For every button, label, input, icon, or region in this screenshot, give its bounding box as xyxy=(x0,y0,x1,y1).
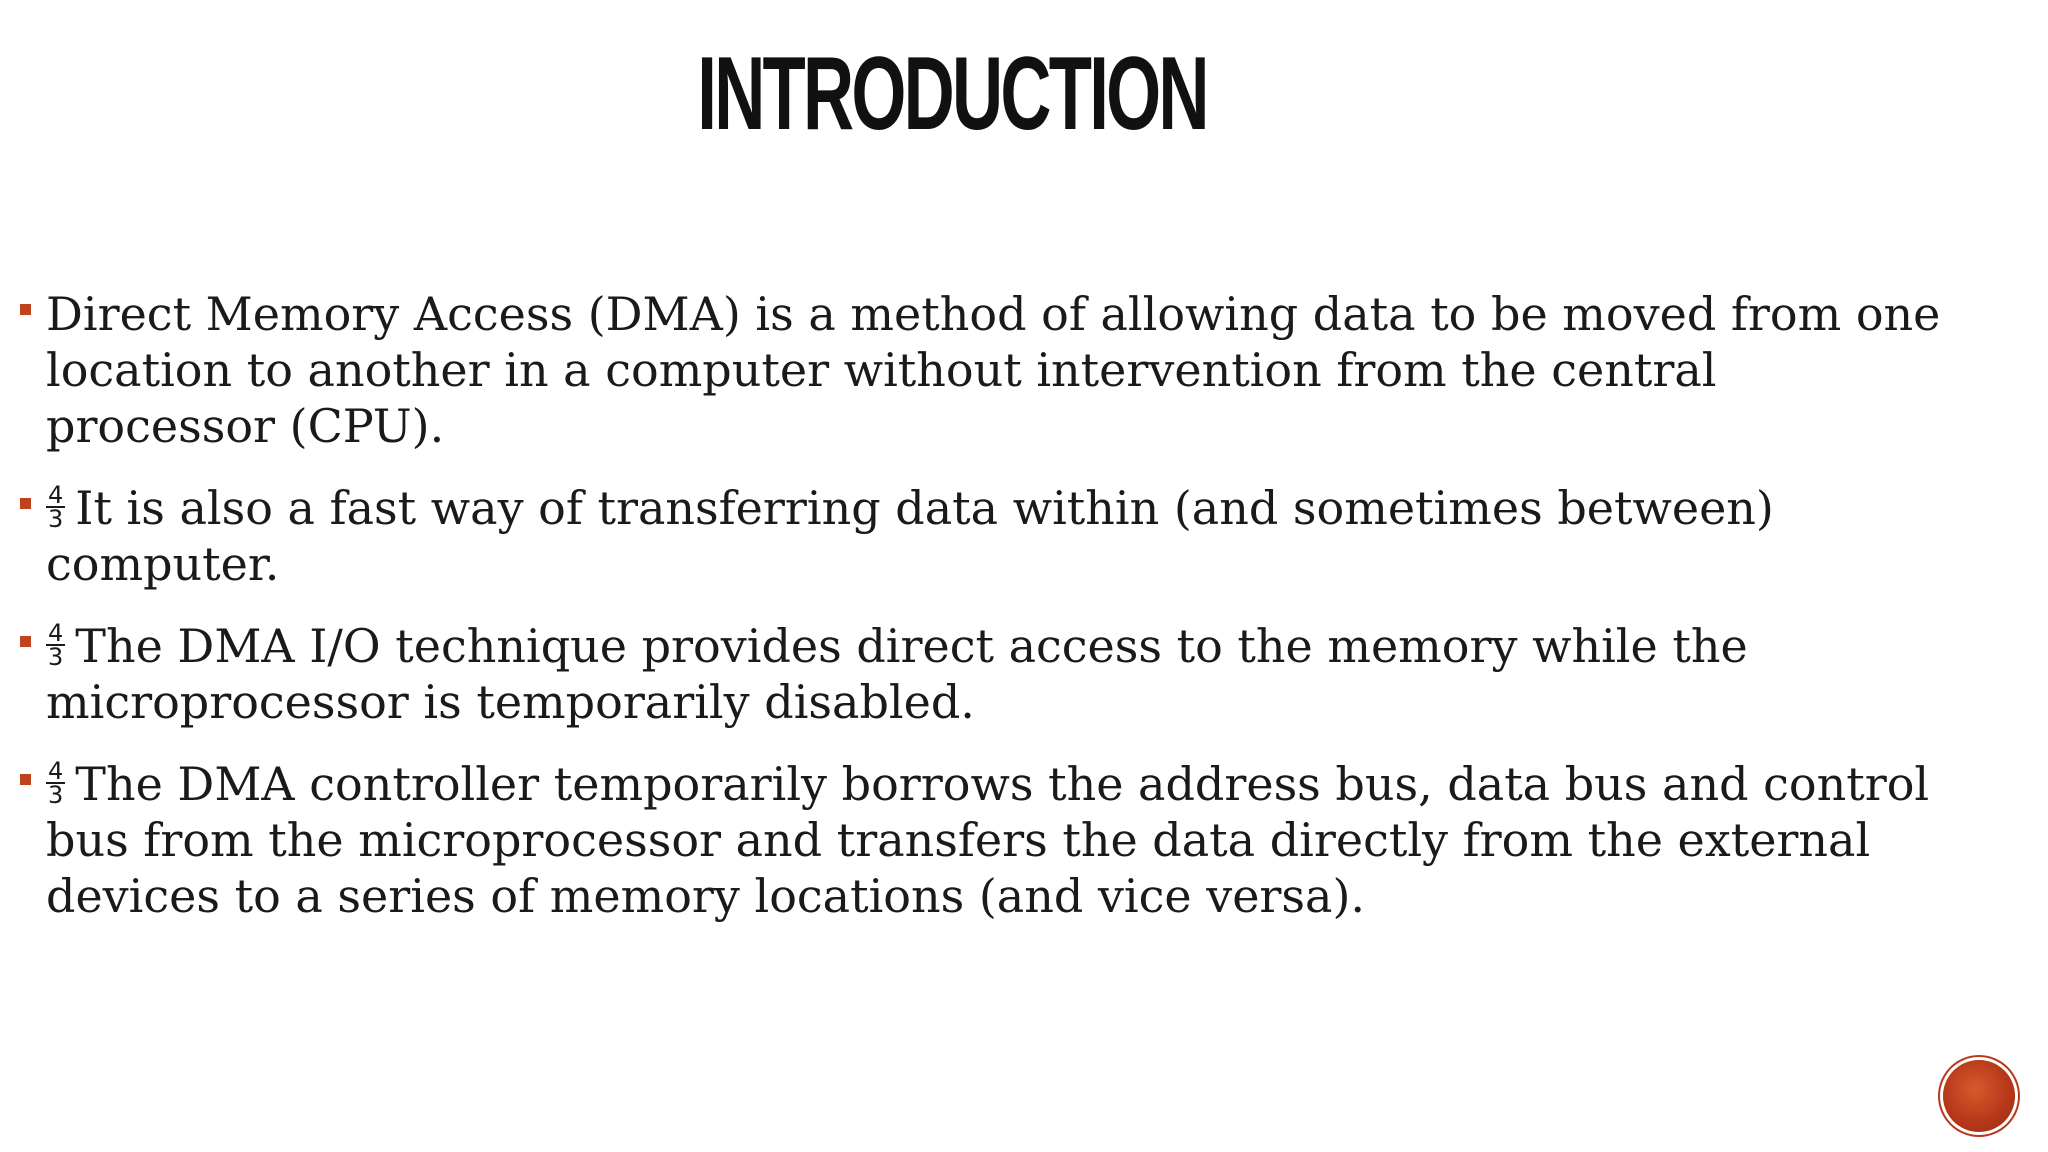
square-bullet-icon xyxy=(20,498,31,509)
fraction-numerator: 4 xyxy=(48,481,64,509)
bullet-item xyxy=(0,756,1960,924)
circle-nav-icon[interactable] xyxy=(1943,1060,2015,1132)
bullet-item xyxy=(0,618,1960,730)
square-bullet-icon xyxy=(20,636,31,647)
square-bullet-icon xyxy=(20,774,31,785)
bullet-text: The DMA I/O technique provides direct access to the memory while the microprocessor is temporarily disabled. xyxy=(46,619,1748,729)
bullet-text: Direct Memory Access (DMA) is a method of allowing data to be moved from one location to another in a computer without intervention from the central processor (CPU). xyxy=(46,287,1941,453)
fraction-denominator: 3 xyxy=(48,643,64,671)
bullet-item xyxy=(0,286,1960,454)
fraction-glyph xyxy=(46,619,65,671)
square-bullet-icon xyxy=(20,304,31,315)
bullet-list xyxy=(0,286,1960,950)
slide-title: INTRODUCTION xyxy=(697,36,1207,152)
fraction-glyph xyxy=(46,481,65,533)
fraction-glyph xyxy=(46,757,65,809)
fraction-denominator: 3 xyxy=(48,781,64,809)
bullet-text: It is also a fast way of transferring data within (and sometimes between) computer. xyxy=(46,481,1774,591)
fraction-numerator: 4 xyxy=(48,619,64,647)
fraction-denominator: 3 xyxy=(48,505,64,533)
fraction-numerator: 4 xyxy=(48,757,64,785)
bullet-item xyxy=(0,480,1960,592)
bullet-text: The DMA controller temporarily borrows the address bus, data bus and control bus from the microprocessor and transfers the data directly from the external devices to a series of memory locations (and vice versa). xyxy=(46,757,1930,923)
